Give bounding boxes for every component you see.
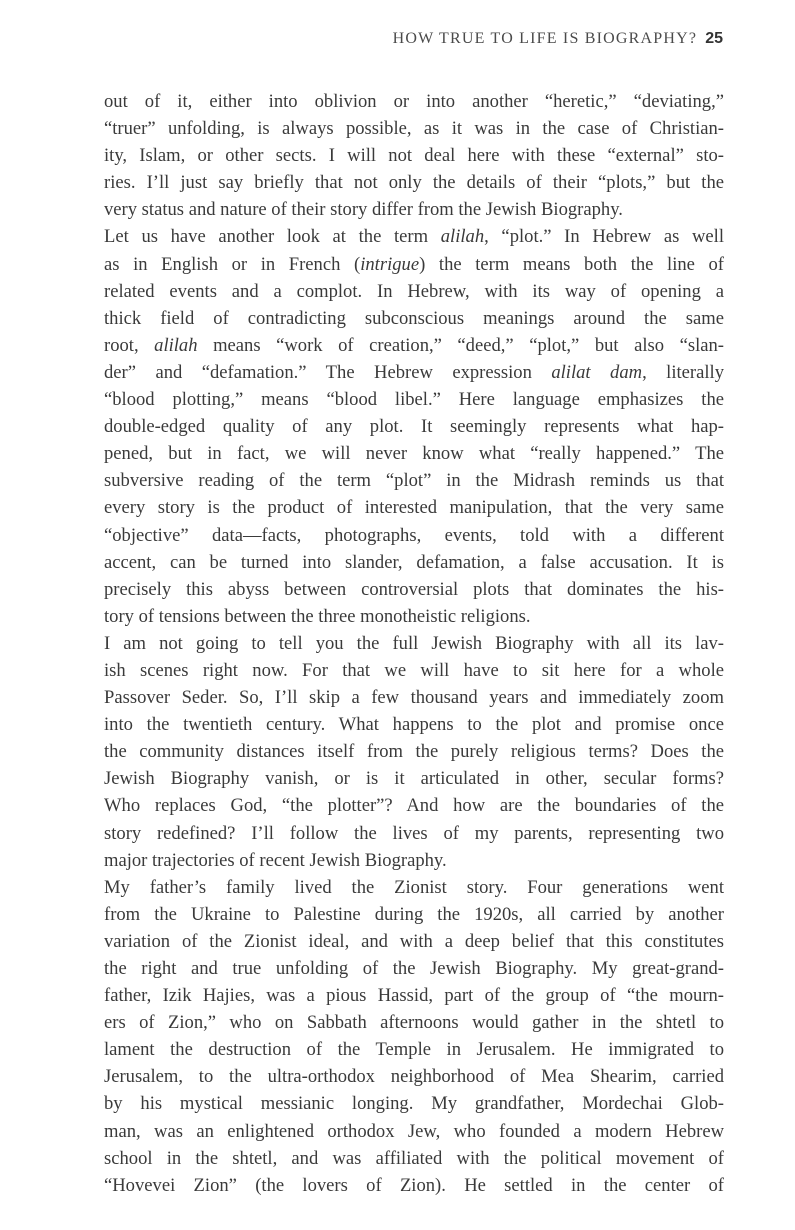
text-line: “blood plotting,” means “blood libel.” Here language emphasizes the (104, 389, 724, 411)
text-line: precisely this abyss between controversial plots that dominates the his- (104, 578, 724, 600)
text-line: by his mystical messianic longing. My grandfather, Mordechai Glob- (104, 1093, 724, 1115)
text-line: ries. I’ll just say briefly that not only the details of their “plots,” but the (104, 172, 724, 194)
text-line: I am not going to tell you the full Jewish Biography with all its lav- (104, 632, 724, 654)
text-line: ers of Zion,” who on Sabbath afternoons would gather in the shtetl to (104, 1012, 724, 1034)
text-line: related events and a complot. In Hebrew, with its way of opening a (104, 280, 724, 302)
text-line: very status and nature of their story differ from the Jewish Biography. (104, 199, 623, 221)
text-line: root, alilah means “work of creation,” “deed,” “plot,” but also “slan- (104, 334, 724, 356)
text-line: Passover Seder. So, I’ll skip a few thousand years and immediately zoom (104, 687, 724, 709)
text-line: double-edged quality of any plot. It seemingly represents what hap- (104, 416, 724, 438)
text-line: “Hovevei Zion” (the lovers of Zion). He settled in the center of (104, 1174, 724, 1196)
text-line: out of it, either into oblivion or into another “heretic,” “deviating,” (104, 91, 724, 112)
text-line: father, Izik Hajies, was a pious Hassid, part of the group of “the mourn- (104, 985, 724, 1007)
text-line: der” and “defamation.” The Hebrew expression alilat dam, literally (104, 361, 724, 383)
text-line: man, was an enlightened orthodox Jew, who founded a modern Hebrew (104, 1120, 724, 1142)
running-title: HOW TRUE TO LIFE IS BIOGRAPHY? (392, 30, 698, 47)
text-line: major trajectories of recent Jewish Biography. (104, 849, 447, 871)
text-line: ish scenes right now. For that we will have to sit here for a whole (104, 659, 724, 681)
text-line: lament the destruction of the Temple in Jerusalem. He immigrated to (104, 1039, 724, 1061)
text-line: as in English or in French (intrigue) the term means both the line of (104, 253, 724, 275)
text-line: every story is the product of interested manipulation, that the very same (104, 497, 724, 519)
text-line: the community distances itself from the purely religious terms? Does the (104, 741, 724, 763)
text-line: thick field of contradicting subconscious meanings around the same (104, 307, 724, 329)
text-line: ity, Islam, or other sects. I will not deal here with these “external” sto- (104, 145, 724, 167)
text-line: accent, can be turned into slander, defamation, a false accusation. It is (104, 551, 724, 573)
text-line: story redefined? I’ll follow the lives of my parents, representing two (104, 822, 724, 844)
text-line: “objective” data—facts, photographs, events, told with a different (104, 524, 724, 546)
text-line: Jerusalem, to the ultra-orthodox neighborhood of Mea Shearim, carried (104, 1066, 724, 1088)
text-line: from the Ukraine to Palestine during the 1920s, all carried by another (104, 903, 724, 925)
text-line: school in the shtetl, and was affiliated with the political movement of (104, 1147, 724, 1169)
text-line: My father’s family lived the Zionist story. Four generations went (104, 876, 724, 898)
text-line: subversive reading of the term “plot” in the Midrash reminds us that (104, 470, 724, 492)
text-line: the right and true unfolding of the Jewish Biography. My great-grand- (104, 958, 724, 979)
running-head (393, 30, 723, 48)
text-line: variation of the Zionist ideal, and with a deep belief that this constitutes (104, 930, 724, 952)
page-number: 25 (705, 30, 723, 47)
text-line: tory of tensions between the three monotheistic religions. (104, 605, 531, 627)
text-line: Who replaces God, “the plotter”? And how are the boundaries of the (104, 795, 724, 817)
text-line: pened, but in fact, we will never know what “really happened.” The (104, 443, 724, 465)
body-text (104, 88, 724, 1199)
text-line: “truer” unfolding, is always possible, as it was in the case of Christian- (104, 118, 724, 140)
text-line: Jewish Biography vanish, or is it articulated in other, secular forms? (104, 768, 724, 790)
text-line: Let us have another look at the term alilah, “plot.” In Hebrew as well (104, 226, 724, 248)
text-line: into the twentieth century. What happens to the plot and promise once (104, 714, 724, 736)
